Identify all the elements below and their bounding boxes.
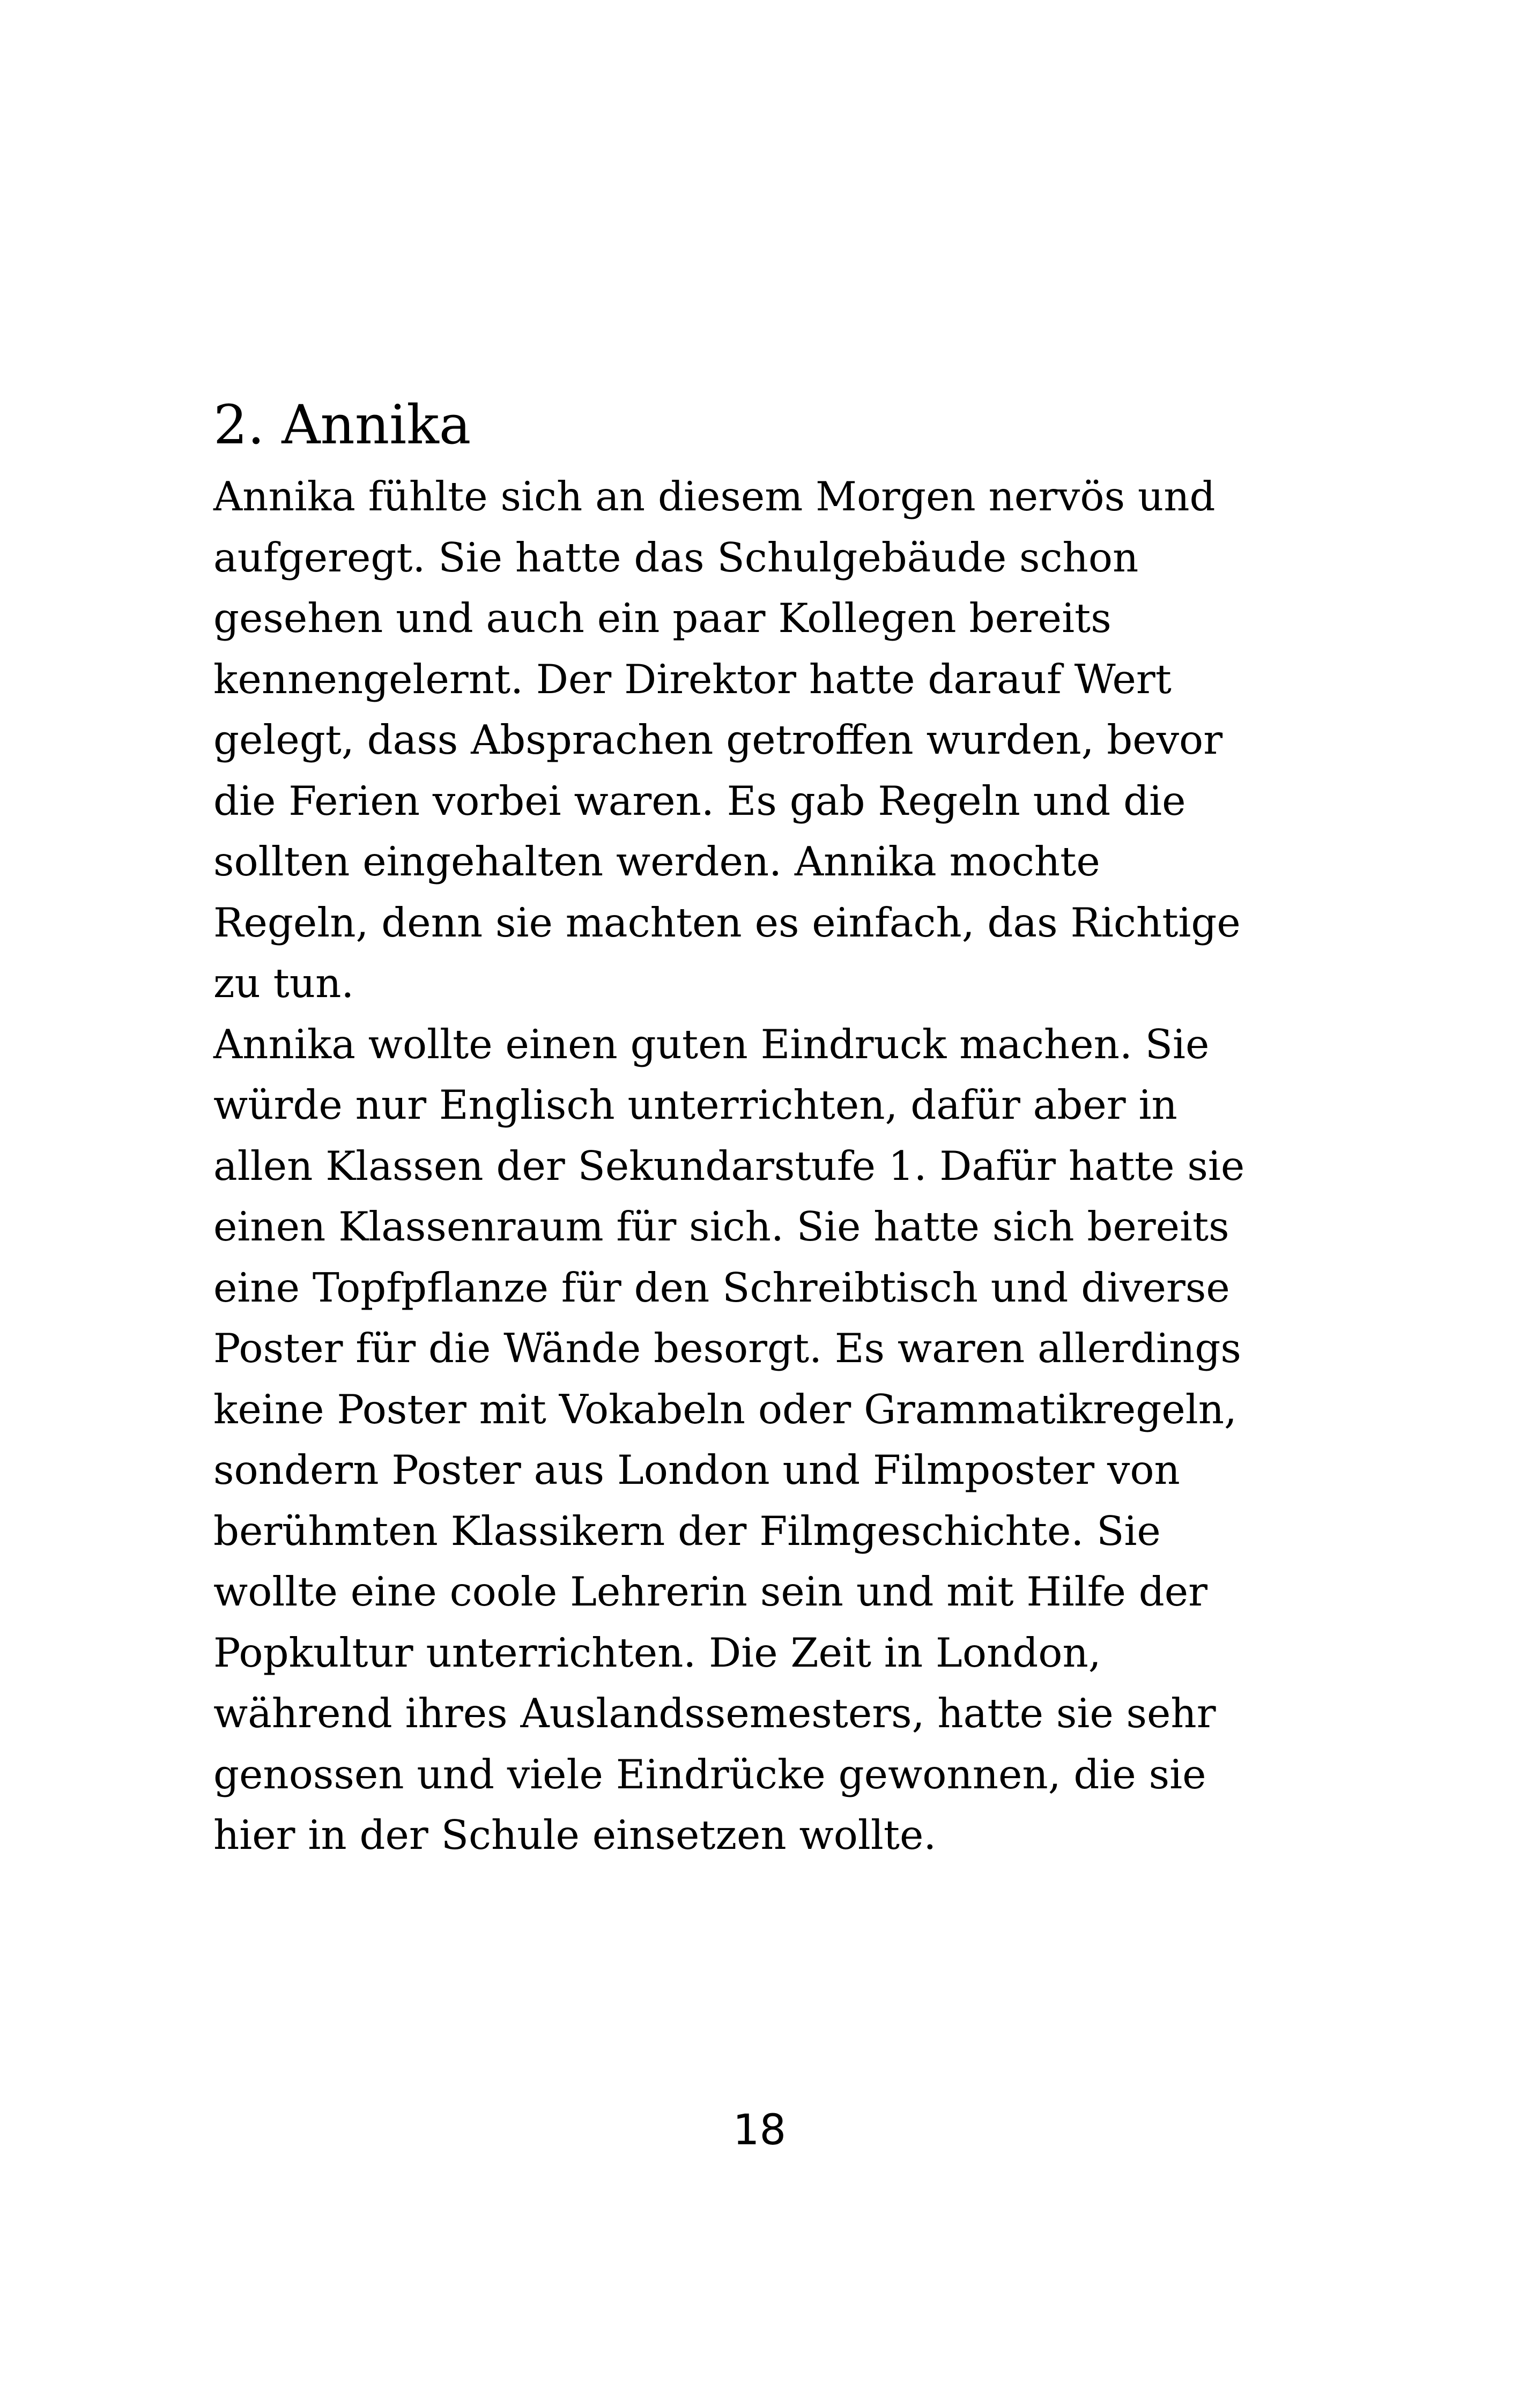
text-line: keine Poster mit Vokabeln oder Grammatikregeln, bbox=[213, 1385, 1237, 1433]
text-line: hier in der Schule einsetzen wollte. bbox=[213, 1811, 937, 1859]
text-line: während ihres Auslandssemesters, hatte sie sehr bbox=[213, 1690, 1216, 1737]
page-number: 18 bbox=[732, 2106, 787, 2154]
text-line: kennengelernt. Der Direktor hatte darauf Wert bbox=[213, 655, 1172, 703]
text-line: berühmten Klassikern der Filmgeschichte. Sie bbox=[213, 1507, 1161, 1555]
text-line: sollten eingehalten werden. Annika mochte bbox=[213, 838, 1100, 885]
text-line: Poster für die Wände besorgt. Es waren allerdings bbox=[213, 1325, 1241, 1372]
text-line: Annika wollte einen guten Eindruck machen. Sie bbox=[213, 1020, 1210, 1068]
text-line: gelegt, dass Absprachen getroffen wurden, bevor bbox=[213, 716, 1223, 763]
text-line: sondern Poster aus London und Filmposter von bbox=[213, 1446, 1180, 1493]
text-line: eine Topfpflanze für den Schreibtisch und diverse bbox=[213, 1264, 1230, 1311]
text-line: die Ferien vorbei waren. Es gab Regeln und die bbox=[213, 777, 1186, 824]
text-line: gesehen und auch ein paar Kollegen bereits bbox=[213, 594, 1112, 642]
text-line: allen Klassen der Sekundarstufe 1. Dafür hatte sie bbox=[213, 1142, 1245, 1190]
chapter-body bbox=[213, 466, 1339, 1866]
text-line: einen Klassenraum für sich. Sie hatte sich bereits bbox=[213, 1203, 1229, 1250]
text-line: Popkultur unterrichten. Die Zeit in London, bbox=[213, 1629, 1101, 1676]
text-line: aufgeregt. Sie hatte das Schulgebäude schon bbox=[213, 533, 1139, 581]
text-line: wollte eine coole Lehrerin sein und mit Hilfe der bbox=[213, 1568, 1207, 1615]
text-line: Regeln, denn sie machten es einfach, das Richtige bbox=[213, 898, 1241, 946]
text-line: genossen und viele Eindrücke gewonnen, die sie bbox=[213, 1750, 1206, 1798]
text-line: würde nur Englisch unterrichten, dafür aber in bbox=[213, 1081, 1177, 1128]
chapter-title: 2. Annika bbox=[213, 393, 471, 456]
text-line: zu tun. bbox=[213, 960, 354, 1007]
text-line: Annika fühlte sich an diesem Morgen nervös und bbox=[213, 473, 1216, 520]
